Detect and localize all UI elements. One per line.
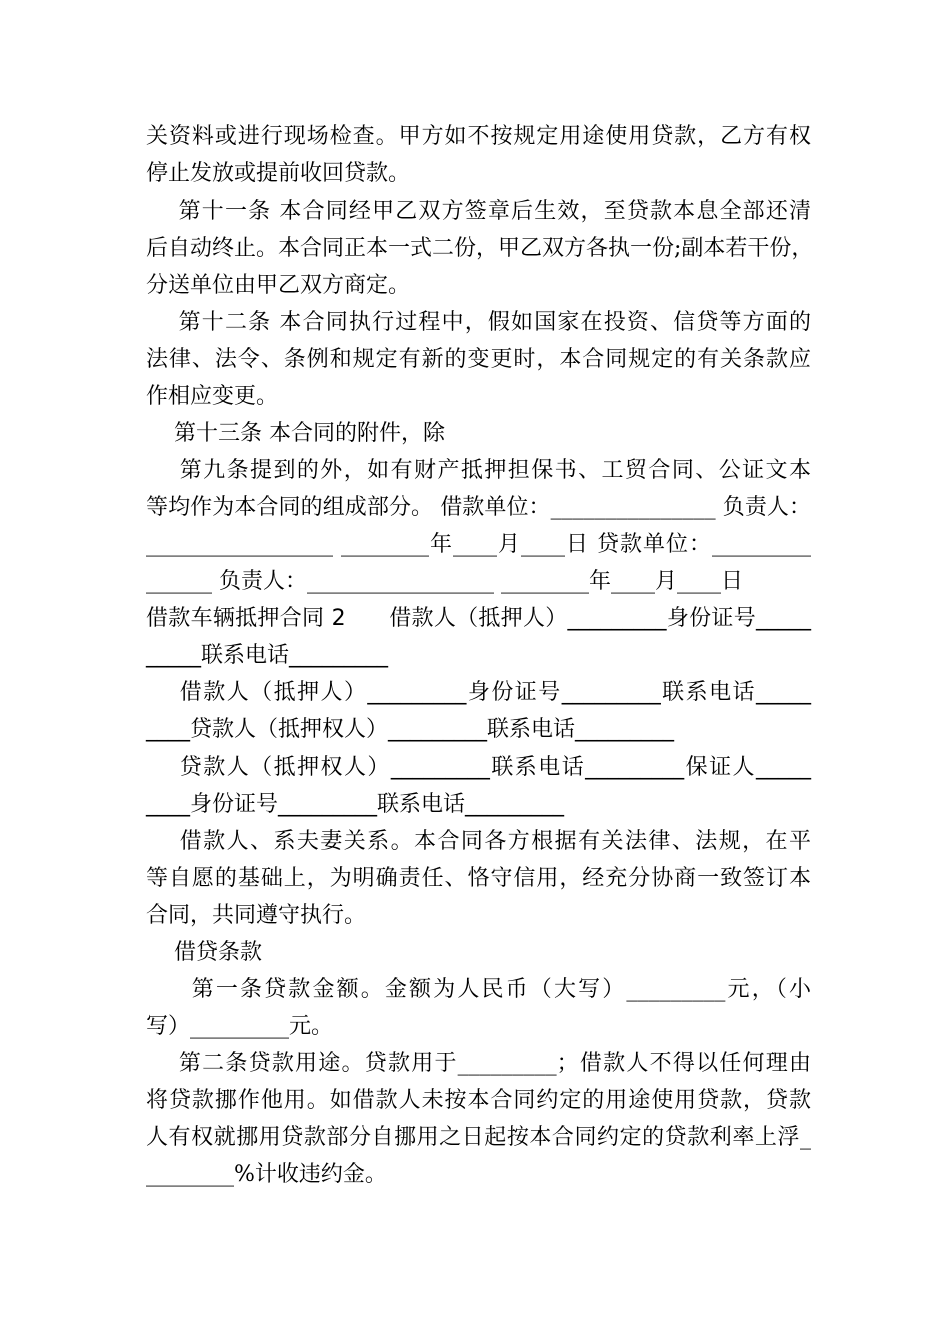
text-line: ______ 负责人：_________________ ________年____月____日 [146, 569, 743, 594]
text-line: 合同，共同遵守执行。 [146, 903, 367, 928]
text-line: 作相应变更。 [146, 384, 279, 409]
text-line: ________%计收违约金。 [146, 1162, 387, 1187]
text-line: 法律、法令、条例和规定有新的变更时，本合同规定的有关条款应 [146, 347, 811, 372]
text-line: ____身份证号_________联系电话_________ [146, 792, 565, 817]
text-line: 将贷款挪作他用。如借款人未按本合同约定的用途使用贷款，贷款 [146, 1088, 811, 1113]
text-line: 借款人（抵押人）_________身份证号_________联系电话_____ [146, 680, 811, 705]
text-line: 贷款人（抵押权人）_________联系电话_________保证人_____ [146, 755, 811, 780]
text-line: 等均作为本合同的组成部分。 借款单位：_______________ 负责人： [146, 495, 811, 520]
text-line: 等自愿的基础上，为明确责任、恪守信用，经充分协商一致签订本 [146, 866, 811, 891]
text-line: 停止发放或提前收回贷款。 [146, 161, 411, 186]
text-line: _________________ ________年____月____日 贷款单位：_________ [146, 532, 811, 557]
text-line: 第一条贷款金额。金额为人民币（大写）_________元，（小 [146, 977, 811, 1002]
text-line: 人有权就挪用贷款部分自挪用之日起按本合同约定的贷款利率上浮_ [146, 1125, 811, 1150]
text-line: 分送单位由甲乙双方商定。 [146, 273, 411, 298]
text-line: 第十三条 本合同的附件，除 [146, 421, 445, 446]
text-line: 写）_________元。 [146, 1014, 334, 1039]
text-line: 借款车辆抵押合同 2 借款人（抵押人）_________身份证号_____ [146, 606, 811, 631]
text-line: _____联系电话_________ [146, 643, 389, 668]
text-line: 关资料或进行现场检查。甲方如不按规定用途使用贷款，乙方有权 [146, 124, 811, 149]
text-line: 第十二条 本合同执行过程中，假如国家在投资、信贷等方面的 [146, 310, 811, 335]
text-line: 借贷条款 [146, 940, 262, 965]
text-line: 第十一条 本合同经甲乙双方签章后生效，至贷款本息全部还清 [146, 199, 811, 224]
text-line: 第二条贷款用途。贷款用于_________；借款人不得以任何理由 [146, 1051, 811, 1076]
text-line: 第九条提到的外，如有财产抵押担保书、工贸合同、公证文本 [146, 458, 811, 483]
text-line: 借款人、系夫妻关系。本合同各方根据有关法律、法规，在平 [146, 829, 811, 854]
text-line: 后自动终止。本合同正本一式二份，甲乙双方各执一份;副本若干份， [146, 236, 814, 261]
text-line: ____贷款人（抵押权人）_________联系电话_________ [146, 717, 675, 742]
